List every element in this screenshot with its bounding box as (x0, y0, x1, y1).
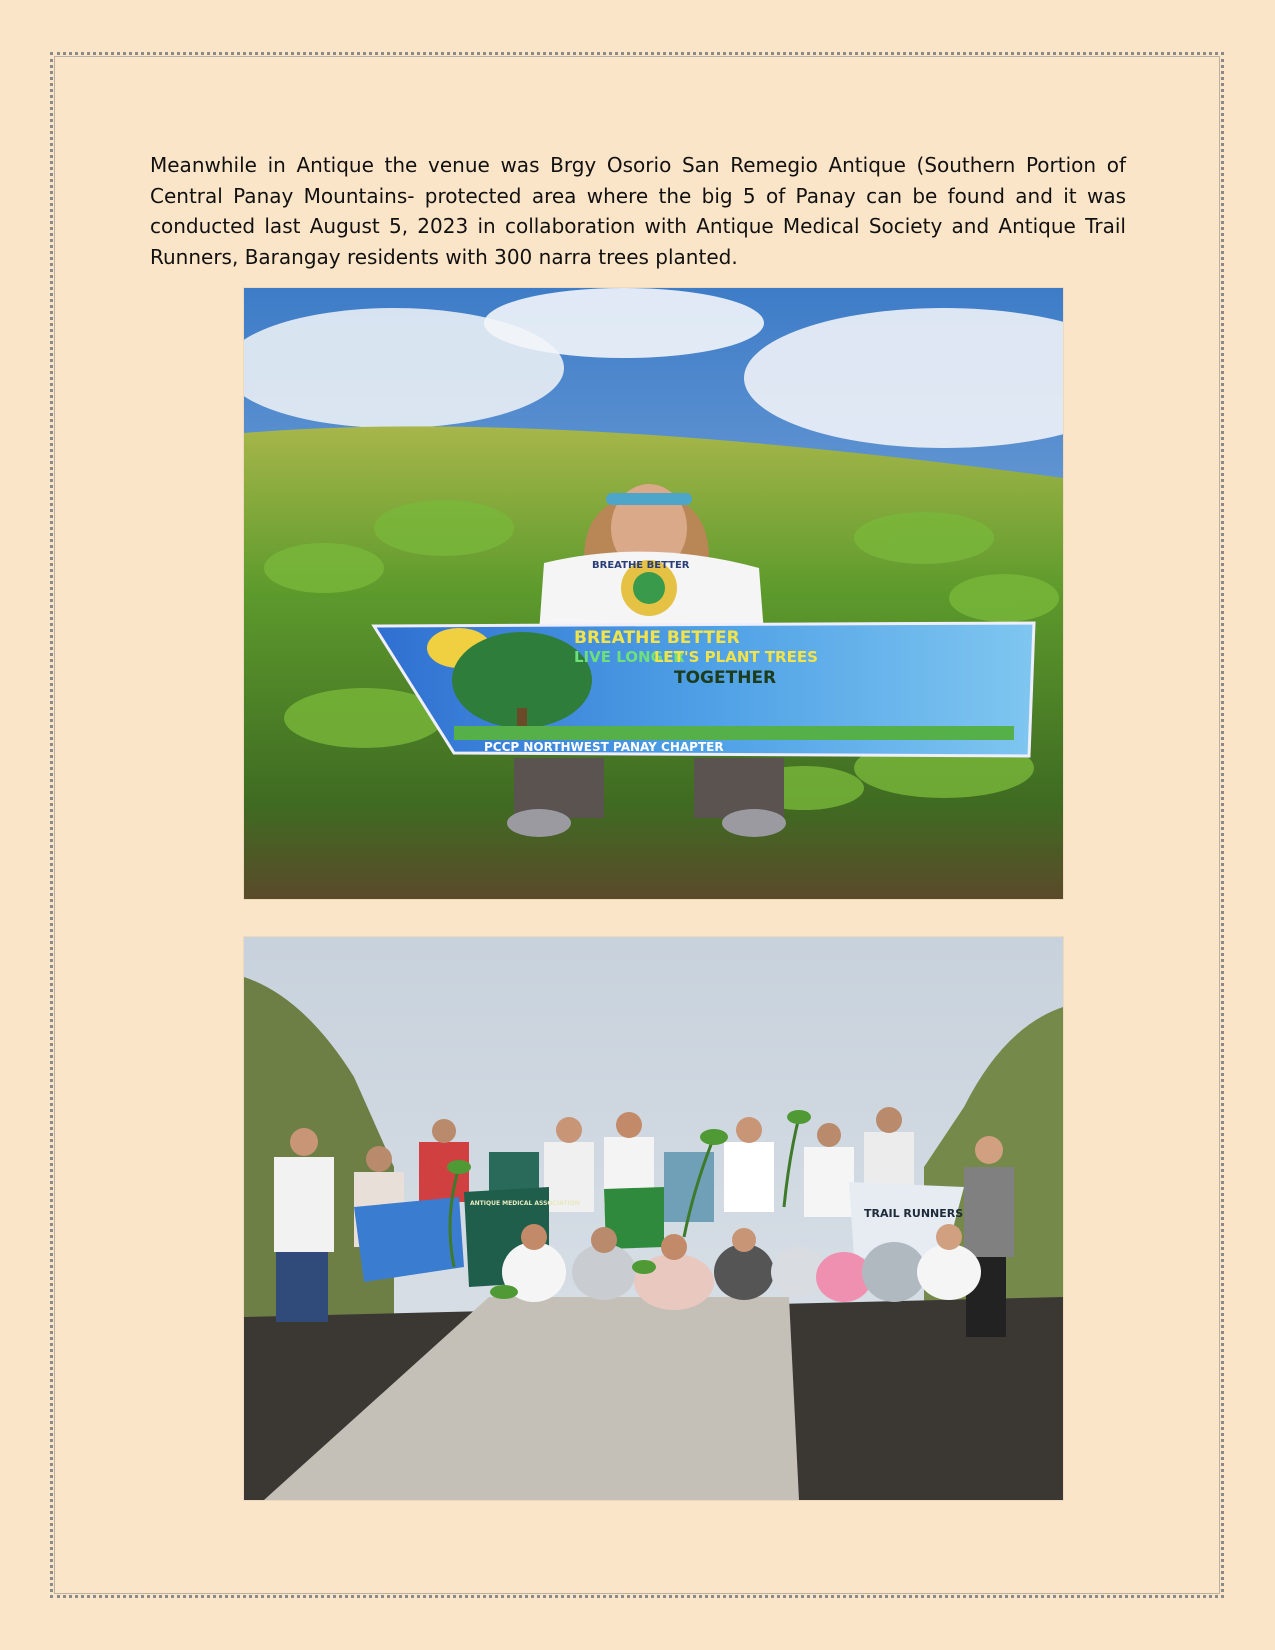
banner-line-1: BREATHE BETTER (574, 628, 740, 648)
group-banner-text-2: TRAIL RUNNERS (864, 1207, 964, 1220)
group-photo (244, 937, 1063, 1500)
shirt-text: BREATHE BETTER (592, 560, 690, 571)
group-banner-text-1: ANTIQUE MEDICAL ASSOCIATION (470, 1200, 580, 1207)
banner-line-2: LIVE LONGER (574, 648, 685, 666)
banner-line-4: TOGETHER (674, 668, 777, 688)
woman-holding-banner-photo (244, 288, 1063, 899)
banner-line-3: LET'S PLANT TREES (654, 648, 818, 666)
body-paragraph: Meanwhile in Antique the venue was Brgy Osorio San Remegio Antique (Southern Portion of Central Panay Mountains- protected area where the big 5 of Panay can be found and it was conducted last August 5, 2023 in collaboration with Antique Medical Society and Antique Trail Runners, Barangay residents with 300 narra trees planted. (150, 153, 1126, 269)
banner-line-5: PCCP NORTHWEST PANAY CHAPTER (484, 740, 724, 754)
